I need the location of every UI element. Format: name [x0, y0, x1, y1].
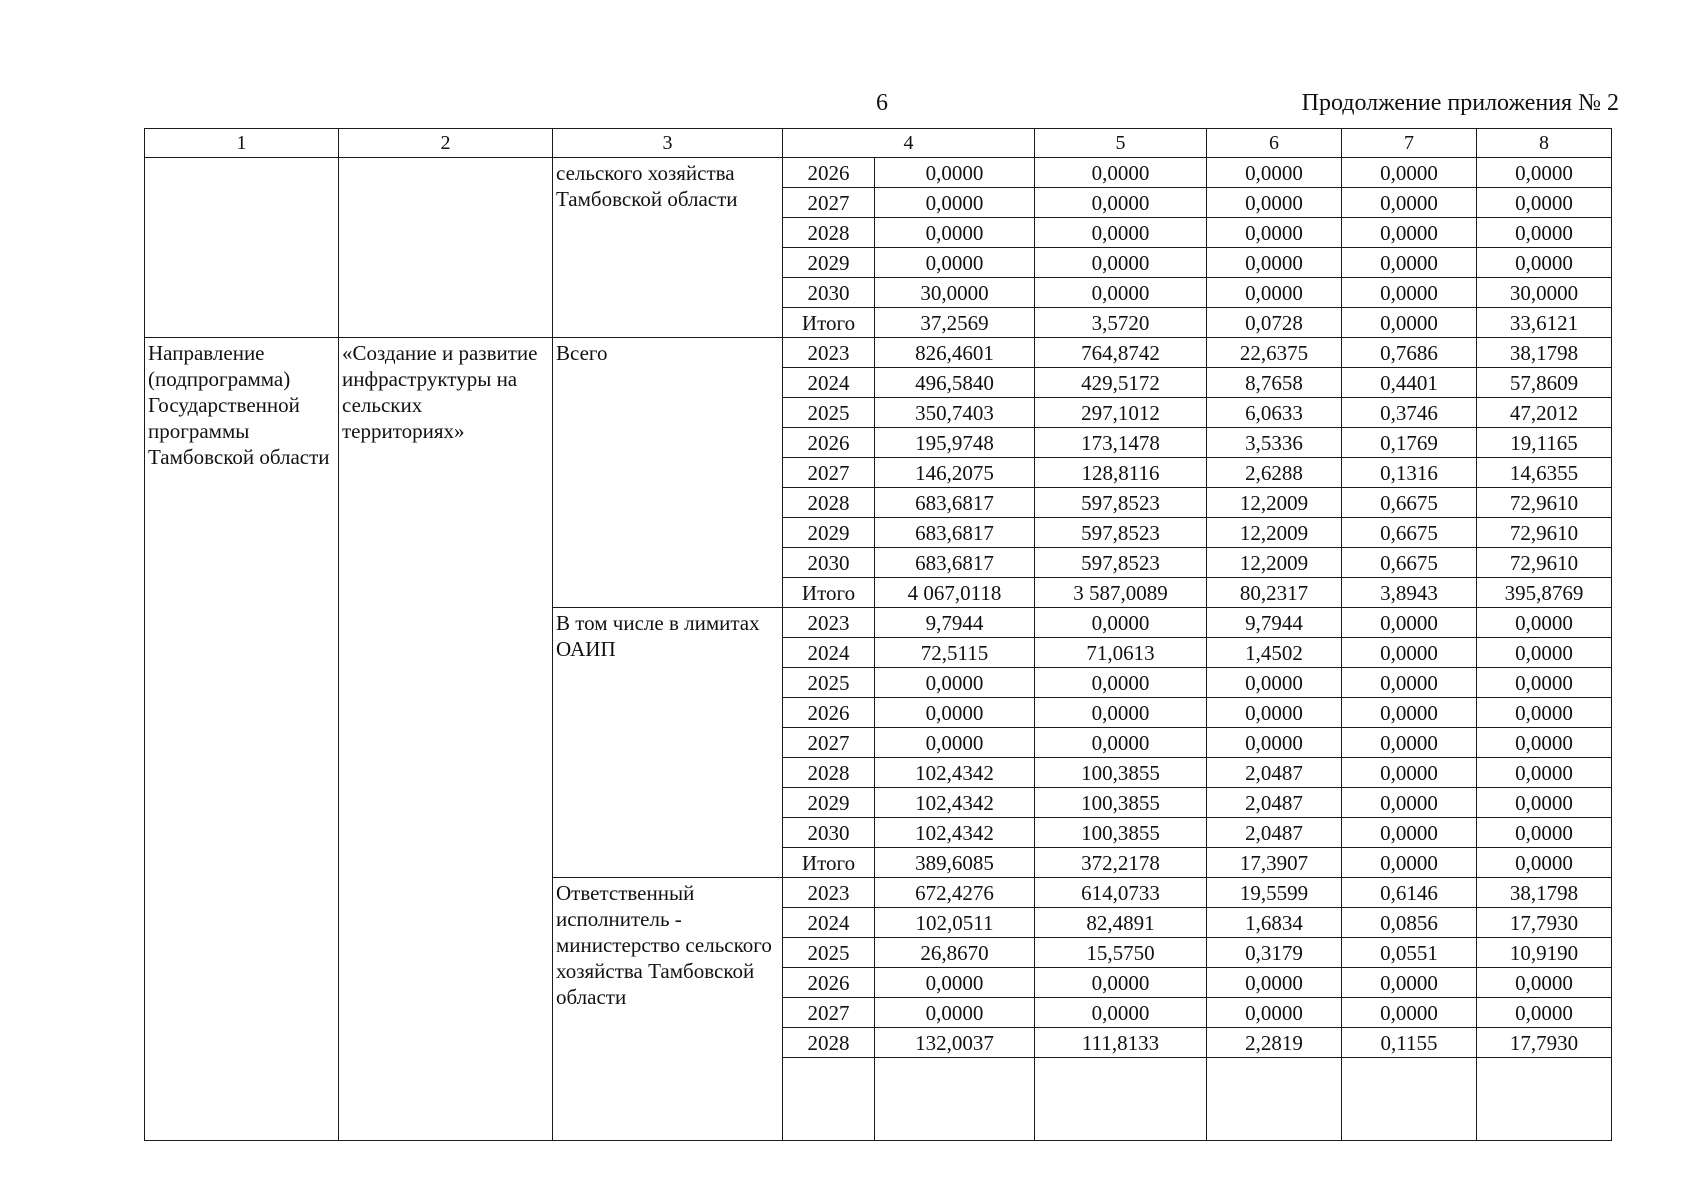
- value-cell: 0,0000: [1207, 248, 1342, 278]
- value-cell: 0,6675: [1342, 548, 1477, 578]
- year-cell: 2026: [783, 428, 875, 458]
- year-cell: 2023: [783, 878, 875, 908]
- value-cell: 0,0728: [1207, 308, 1342, 338]
- year-cell: 2030: [783, 548, 875, 578]
- value-cell: 0,0000: [1342, 278, 1477, 308]
- value-cell: 0,0856: [1342, 908, 1477, 938]
- value-cell: 0,0000: [1477, 218, 1612, 248]
- empty-cell: [1342, 1058, 1477, 1141]
- value-cell: 17,7930: [1477, 1028, 1612, 1058]
- value-cell: 3,8943: [1342, 578, 1477, 608]
- value-cell: 0,6146: [1342, 878, 1477, 908]
- empty-cell: [1477, 1058, 1612, 1141]
- table-body: [145, 129, 1612, 1141]
- value-cell: 111,8133: [1035, 1028, 1207, 1058]
- table-row: [145, 338, 1612, 368]
- value-cell: 72,9610: [1477, 518, 1612, 548]
- value-cell: 0,0000: [1342, 218, 1477, 248]
- value-cell: 12,2009: [1207, 548, 1342, 578]
- value-cell: 0,0000: [875, 218, 1035, 248]
- year-cell: 2027: [783, 998, 875, 1028]
- value-cell: 30,0000: [875, 278, 1035, 308]
- value-cell: 0,0000: [1035, 188, 1207, 218]
- value-cell: 38,1798: [1477, 338, 1612, 368]
- source-cell: Всего: [553, 338, 783, 608]
- continuation-title: Продолжение приложения № 2: [1301, 90, 1619, 116]
- value-cell: 0,0000: [875, 248, 1035, 278]
- value-cell: 100,3855: [1035, 818, 1207, 848]
- value-cell: 173,1478: [1035, 428, 1207, 458]
- value-cell: 0,0000: [1207, 698, 1342, 728]
- empty-cell: [875, 1058, 1035, 1141]
- value-cell: 0,0000: [1035, 668, 1207, 698]
- value-cell: 72,9610: [1477, 548, 1612, 578]
- value-cell: 0,0000: [1207, 668, 1342, 698]
- value-cell: 0,0000: [1342, 608, 1477, 638]
- value-cell: 195,9748: [875, 428, 1035, 458]
- value-cell: 0,0000: [1342, 728, 1477, 758]
- value-cell: 0,0000: [1477, 158, 1612, 188]
- value-cell: 0,4401: [1342, 368, 1477, 398]
- year-cell: 2028: [783, 758, 875, 788]
- value-cell: 0,7686: [1342, 338, 1477, 368]
- value-cell: 0,0000: [1035, 728, 1207, 758]
- value-cell: 15,5750: [1035, 938, 1207, 968]
- source-cell: сельского хозяйства Тамбовской области: [553, 158, 783, 338]
- value-cell: 30,0000: [1477, 278, 1612, 308]
- value-cell: 0,0000: [1342, 638, 1477, 668]
- column-header: 5: [1035, 129, 1207, 158]
- value-cell: 72,5115: [875, 638, 1035, 668]
- subprogram-cell: [339, 158, 553, 338]
- year-cell: 2030: [783, 818, 875, 848]
- value-cell: 38,1798: [1477, 878, 1612, 908]
- source-cell: Ответственный исполнитель - министерство сельского хозяйства Тамбовской области: [553, 878, 783, 1141]
- value-cell: 132,0037: [875, 1028, 1035, 1058]
- value-cell: 128,8116: [1035, 458, 1207, 488]
- value-cell: 71,0613: [1035, 638, 1207, 668]
- year-cell: Итого: [783, 578, 875, 608]
- value-cell: 19,5599: [1207, 878, 1342, 908]
- value-cell: 0,0000: [1342, 188, 1477, 218]
- value-cell: 0,0000: [1342, 248, 1477, 278]
- value-cell: 372,2178: [1035, 848, 1207, 878]
- value-cell: 0,0000: [1342, 998, 1477, 1028]
- value-cell: 12,2009: [1207, 518, 1342, 548]
- value-cell: 0,0000: [875, 728, 1035, 758]
- value-cell: 10,9190: [1477, 938, 1612, 968]
- value-cell: 47,2012: [1477, 398, 1612, 428]
- column-header: 6: [1207, 129, 1342, 158]
- value-cell: 0,0000: [1035, 998, 1207, 1028]
- value-cell: 2,0487: [1207, 818, 1342, 848]
- value-cell: 395,8769: [1477, 578, 1612, 608]
- value-cell: 0,0000: [1477, 848, 1612, 878]
- value-cell: 350,7403: [875, 398, 1035, 428]
- value-cell: 0,0000: [1342, 848, 1477, 878]
- value-cell: 0,0000: [1477, 758, 1612, 788]
- value-cell: 0,6675: [1342, 488, 1477, 518]
- direction-cell: [145, 158, 339, 338]
- value-cell: 0,0000: [1342, 788, 1477, 818]
- value-cell: 597,8523: [1035, 488, 1207, 518]
- value-cell: 2,0487: [1207, 758, 1342, 788]
- value-cell: 0,0000: [1477, 668, 1612, 698]
- value-cell: 0,0000: [1477, 998, 1612, 1028]
- value-cell: 0,0000: [1207, 998, 1342, 1028]
- value-cell: 0,3746: [1342, 398, 1477, 428]
- value-cell: 672,4276: [875, 878, 1035, 908]
- year-cell: 2024: [783, 908, 875, 938]
- empty-cell: [1207, 1058, 1342, 1141]
- column-header: 7: [1342, 129, 1477, 158]
- year-cell: 2028: [783, 1028, 875, 1058]
- value-cell: 3 587,0089: [1035, 578, 1207, 608]
- year-cell: 2026: [783, 968, 875, 998]
- value-cell: 683,6817: [875, 488, 1035, 518]
- budget-table: [144, 128, 1612, 1141]
- year-cell: 2027: [783, 458, 875, 488]
- value-cell: 2,0487: [1207, 788, 1342, 818]
- year-cell: 2025: [783, 938, 875, 968]
- value-cell: 102,4342: [875, 788, 1035, 818]
- empty-cell: [783, 1058, 875, 1141]
- value-cell: 0,0000: [875, 998, 1035, 1028]
- column-header: 8: [1477, 129, 1612, 158]
- value-cell: 0,0000: [1035, 218, 1207, 248]
- value-cell: 37,2569: [875, 308, 1035, 338]
- value-cell: 297,1012: [1035, 398, 1207, 428]
- value-cell: 33,6121: [1477, 308, 1612, 338]
- value-cell: 1,4502: [1207, 638, 1342, 668]
- value-cell: 0,0000: [1342, 968, 1477, 998]
- column-header: 4: [783, 129, 1035, 158]
- value-cell: 14,6355: [1477, 458, 1612, 488]
- value-cell: 0,0000: [1035, 248, 1207, 278]
- value-cell: 0,0000: [875, 668, 1035, 698]
- value-cell: 0,0000: [1477, 788, 1612, 818]
- value-cell: 100,3855: [1035, 758, 1207, 788]
- value-cell: 102,4342: [875, 758, 1035, 788]
- value-cell: 0,0000: [1477, 638, 1612, 668]
- table-row: [145, 158, 1612, 188]
- source-cell: В том числе в лимитах ОАИП: [553, 608, 783, 878]
- column-header: 3: [553, 129, 783, 158]
- value-cell: 2,6288: [1207, 458, 1342, 488]
- value-cell: 0,0000: [1477, 248, 1612, 278]
- year-cell: 2029: [783, 518, 875, 548]
- value-cell: 764,8742: [1035, 338, 1207, 368]
- year-cell: 2026: [783, 698, 875, 728]
- value-cell: 0,0000: [1342, 308, 1477, 338]
- header-row: [145, 129, 1612, 158]
- value-cell: 0,0000: [1477, 728, 1612, 758]
- value-cell: 26,8670: [875, 938, 1035, 968]
- year-cell: 2025: [783, 668, 875, 698]
- value-cell: 4 067,0118: [875, 578, 1035, 608]
- year-cell: Итого: [783, 848, 875, 878]
- value-cell: 0,0000: [1342, 698, 1477, 728]
- value-cell: 12,2009: [1207, 488, 1342, 518]
- value-cell: 0,0000: [1207, 188, 1342, 218]
- value-cell: 0,0000: [1035, 158, 1207, 188]
- value-cell: 0,1155: [1342, 1028, 1477, 1058]
- value-cell: 0,0000: [875, 158, 1035, 188]
- value-cell: 72,9610: [1477, 488, 1612, 518]
- value-cell: 146,2075: [875, 458, 1035, 488]
- value-cell: 0,0000: [1342, 818, 1477, 848]
- value-cell: 614,0733: [1035, 878, 1207, 908]
- value-cell: 0,0000: [1035, 698, 1207, 728]
- year-cell: 2023: [783, 608, 875, 638]
- empty-cell: [1035, 1058, 1207, 1141]
- value-cell: 0,0000: [1477, 698, 1612, 728]
- value-cell: 0,0000: [1035, 278, 1207, 308]
- year-cell: 2029: [783, 248, 875, 278]
- value-cell: 597,8523: [1035, 548, 1207, 578]
- value-cell: 496,5840: [875, 368, 1035, 398]
- value-cell: 0,0000: [1342, 758, 1477, 788]
- value-cell: 0,3179: [1207, 938, 1342, 968]
- value-cell: 80,2317: [1207, 578, 1342, 608]
- year-cell: 2025: [783, 398, 875, 428]
- value-cell: 19,1165: [1477, 428, 1612, 458]
- value-cell: 0,0000: [1477, 188, 1612, 218]
- value-cell: 389,6085: [875, 848, 1035, 878]
- column-header: 2: [339, 129, 553, 158]
- value-cell: 2,2819: [1207, 1028, 1342, 1058]
- value-cell: 826,4601: [875, 338, 1035, 368]
- value-cell: 0,1316: [1342, 458, 1477, 488]
- value-cell: 82,4891: [1035, 908, 1207, 938]
- subprogram-cell: «Создание и развитие инфраструктуры на сельских территориях»: [339, 338, 553, 1141]
- value-cell: 0,0000: [1207, 218, 1342, 248]
- year-cell: 2026: [783, 158, 875, 188]
- value-cell: 22,6375: [1207, 338, 1342, 368]
- value-cell: 0,0000: [1477, 608, 1612, 638]
- value-cell: 683,6817: [875, 518, 1035, 548]
- value-cell: 0,0000: [1342, 668, 1477, 698]
- value-cell: 3,5336: [1207, 428, 1342, 458]
- year-cell: 2027: [783, 188, 875, 218]
- year-cell: 2028: [783, 218, 875, 248]
- value-cell: 0,0000: [1207, 278, 1342, 308]
- year-cell: 2028: [783, 488, 875, 518]
- value-cell: 1,6834: [1207, 908, 1342, 938]
- value-cell: 0,0000: [1035, 968, 1207, 998]
- value-cell: 0,6675: [1342, 518, 1477, 548]
- value-cell: 0,0000: [1477, 818, 1612, 848]
- value-cell: 102,4342: [875, 818, 1035, 848]
- value-cell: 8,7658: [1207, 368, 1342, 398]
- value-cell: 0,0000: [875, 698, 1035, 728]
- value-cell: 102,0511: [875, 908, 1035, 938]
- value-cell: 0,0000: [1035, 608, 1207, 638]
- value-cell: 3,5720: [1035, 308, 1207, 338]
- year-cell: 2030: [783, 278, 875, 308]
- value-cell: 0,0000: [1342, 158, 1477, 188]
- value-cell: 9,7944: [875, 608, 1035, 638]
- page-number: 6: [876, 90, 888, 116]
- value-cell: 597,8523: [1035, 518, 1207, 548]
- year-cell: 2023: [783, 338, 875, 368]
- value-cell: 17,7930: [1477, 908, 1612, 938]
- year-cell: 2027: [783, 728, 875, 758]
- value-cell: 429,5172: [1035, 368, 1207, 398]
- value-cell: 17,3907: [1207, 848, 1342, 878]
- value-cell: 0,0000: [1207, 968, 1342, 998]
- value-cell: 0,0551: [1342, 938, 1477, 968]
- value-cell: 0,0000: [1207, 158, 1342, 188]
- value-cell: 683,6817: [875, 548, 1035, 578]
- direction-cell: Направление (подпрограмма) Государственной программы Тамбовской области: [145, 338, 339, 1141]
- value-cell: 0,0000: [1477, 968, 1612, 998]
- value-cell: 0,1769: [1342, 428, 1477, 458]
- year-cell: 2024: [783, 368, 875, 398]
- year-cell: Итого: [783, 308, 875, 338]
- year-cell: 2029: [783, 788, 875, 818]
- value-cell: 9,7944: [1207, 608, 1342, 638]
- value-cell: 0,0000: [1207, 728, 1342, 758]
- value-cell: 100,3855: [1035, 788, 1207, 818]
- column-header: 1: [145, 129, 339, 158]
- value-cell: 0,0000: [875, 968, 1035, 998]
- value-cell: 0,0000: [875, 188, 1035, 218]
- year-cell: 2024: [783, 638, 875, 668]
- value-cell: 6,0633: [1207, 398, 1342, 428]
- value-cell: 57,8609: [1477, 368, 1612, 398]
